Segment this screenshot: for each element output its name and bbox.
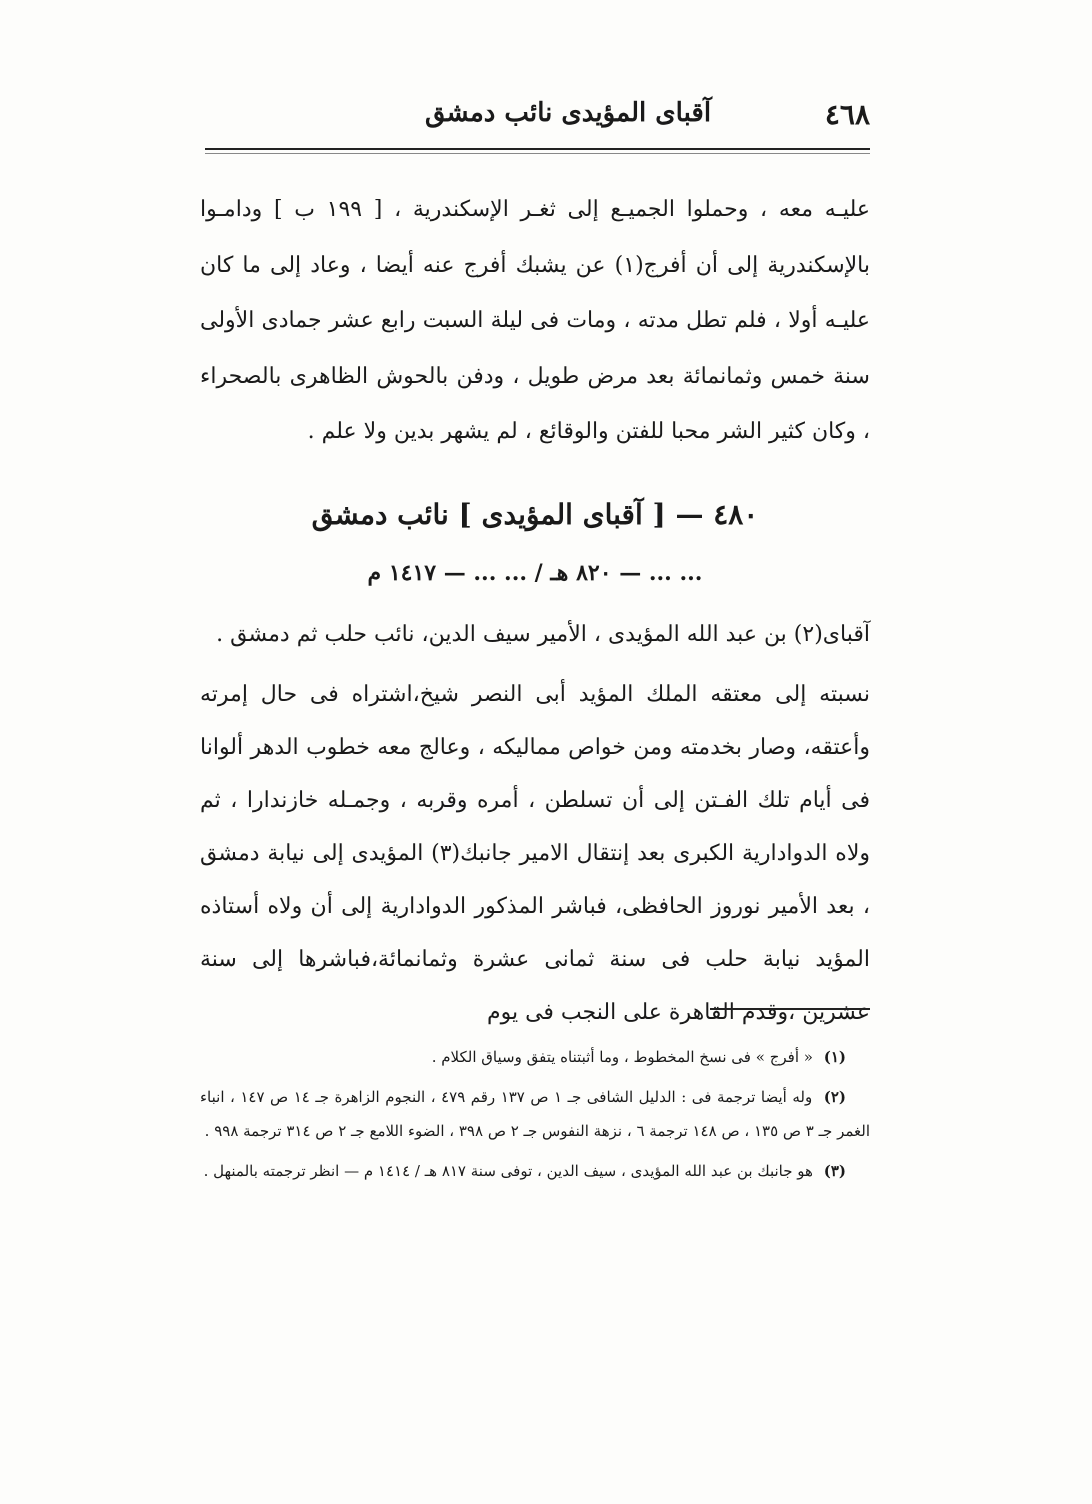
footnote-3 (200, 1154, 870, 1188)
entry-dates: ... ... — ٨٢٠ هـ / ... ... — ١٤١٧ م (367, 560, 703, 586)
footnote-text: هو جانبك بن عبد الله المؤيدى ، سيف الدين ، توفى سنة ٨١٧ هـ / ١٤١٤ م — انظر ترجمته بالمنهل . (203, 1162, 813, 1180)
running-title: آقباى المؤيدى نائب دمشق (425, 98, 712, 128)
footnote-text: « أفرج » فى نسخ المخطوط ، وما أثبتناه يتفق وسياق الكلام . (431, 1048, 813, 1066)
page-number: ٤٦٨ (824, 98, 870, 131)
header-rule (205, 148, 870, 150)
entry-heading: ٤٨٠ — [ آقباى المؤيدى ] نائب دمشق (311, 498, 759, 531)
entry-biography: نسبته إلى معتقه الملك المؤيد أبى النصر شيخ،اشتراه فى حال إمرته وأعتقه، وصار بخدمته ومن خواص مماليكه ، وعالج معه خطوب الدهر ألوانا فى أيام تلك الفـتن إلى أن تسلطن ، أمره وقربه ، وجمـله خازندارا ، ثم ولاه الدوادارية الكبرى بعد إنتقال الامير جانبك(٣) المؤيدى إلى نيابة دمشق ، بعد الأمير نوروز الحافظى، فباشر المذكور الدوادارية إلى أن ولاه أستاذه المؤيد نيابة حلب فى سنة ثمانى عشرة وثمانمائة،فباشرها إلى سنة عشرين ،وقدم القاهرة على النجب فى يوم (200, 682, 871, 1025)
running-header (205, 92, 870, 138)
footnote-1 (200, 1040, 870, 1074)
paragraph-continuation: عليـه معه ، وحملوا الجميـع إلى ثغـر الإسكندرية ، [ ١٩٩ ب ] ودامـوا بالإسكندرية إلى أن أفرج(١) عن يشبك أفرج عنه أيضا ، وعاد إلى ما كان عليـه أولا ، فلم تطل مدته ، ومات فى ليلة السبت رابع عشر جمادى الأولى سنة خمس وثمانمائة بعد مرض طويل ، ودفن بالحوش الظاهرى بالصحراء ، وكان كثير الشر محبا للفتن والوقائع ، لم يشهر بدين ولا علم . (200, 197, 871, 444)
footnote-text: وله أيضا ترجمة فى : الدليل الشافى جـ ١ ص ١٣٧ رقم ٤٧٩ ، النجوم الزاهرة جـ ١٤ ص ١٤٧ ، انباء الغمر جـ ٣ ص ١٣٥ ، ص ١٤٨ ترجمة ٦ ، نزهة النفوس جـ ٢ ص ٣٩٨ ، الضوء اللامع جـ ٢ ص ٣١٤ ترجمة ٩٩٨ . (200, 1088, 870, 1140)
entry-intro: آقباى(٢) بن عبد الله المؤيدى ، الأمير سيف الدين، نائب حلب ثم دمشق . (216, 622, 870, 647)
footnote-rule (710, 1008, 870, 1010)
footnote-number: (٢) (823, 1088, 846, 1106)
footnote-number: (١) (823, 1048, 846, 1066)
header-rule-thin (205, 153, 870, 154)
footnote-number: (٣) (823, 1162, 846, 1180)
footnotes (200, 1040, 870, 1194)
footnote-2 (200, 1080, 870, 1148)
